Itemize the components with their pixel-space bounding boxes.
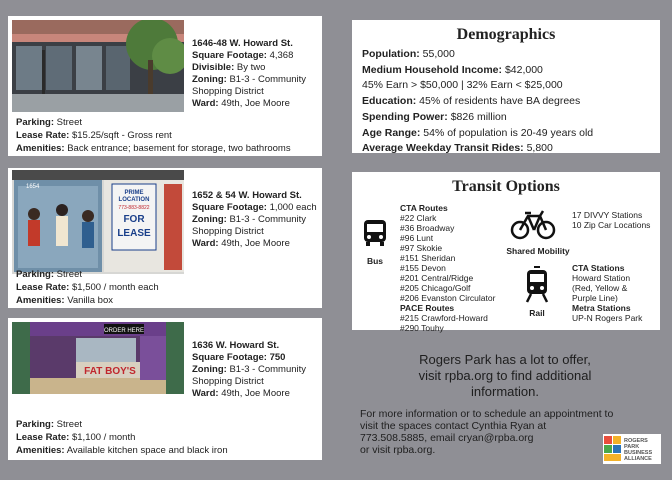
population: Population: 55,000 — [362, 48, 455, 60]
ward: Ward: 49th, Joe Moore — [192, 98, 290, 109]
listing-info-1 — [192, 38, 320, 110]
listing-address: 1652 & 54 W. Howard St. — [192, 190, 302, 201]
transit-panel — [352, 172, 660, 333]
listing-details-3 — [16, 418, 228, 457]
logo-line: PARK — [624, 444, 640, 450]
education: Education: 45% of residents have BA degrees — [362, 95, 581, 108]
listing-details-1 — [16, 116, 291, 155]
station-item: UP-N Rogers Park — [572, 313, 643, 323]
shared-mobility-label: Shared Mobility — [506, 246, 570, 256]
age-range: Age Range: 54% of population is 20-49 years old — [362, 126, 594, 139]
listing-info-2 — [192, 190, 320, 250]
route-item: #215 Crawford-Howard — [400, 313, 488, 323]
square-footage: Square Footage: 750 — [192, 352, 286, 363]
contact-line: visit the spaces contact Cynthia Ryan at — [360, 420, 547, 432]
listing-card-2 — [8, 168, 322, 308]
zoning: Zoning: B1-3 - Community Shopping District — [192, 74, 307, 97]
route-item: #22 Clark — [400, 213, 437, 223]
station-item: Howard Station — [572, 273, 631, 283]
storefront-number: 1654 — [26, 184, 40, 190]
shared-item: 10 Zip Car Locations — [572, 220, 651, 230]
route-item: #97 Skokie — [400, 243, 443, 253]
rail-label: Rail — [529, 308, 545, 318]
listing-address: 1636 W. Howard St. — [192, 340, 280, 351]
parking: Parking: Street — [16, 419, 83, 430]
ward: Ward: 49th, Joe Moore — [192, 238, 290, 249]
route-item: #205 Chicago/Golf — [400, 283, 471, 293]
route-item: #36 Broadway — [400, 223, 455, 233]
sign-line-5: LEASE — [117, 228, 151, 239]
amenities: Amenities: Available kitchen space and black iron — [16, 445, 228, 456]
logo-line: ALLIANCE — [624, 456, 652, 462]
listing-info-3 — [192, 340, 320, 400]
route-item: #155 Devon — [400, 263, 446, 273]
spending-power: Spending Power: $826 million — [362, 110, 507, 123]
lease-rate: Lease Rate: $1,100 / month — [16, 432, 136, 443]
shared-item: 17 DIVVY Stations — [572, 210, 643, 220]
lease-rate: Lease Rate: $15.25/sqft - Gross rent — [16, 130, 172, 141]
route-item: #96 Lunt — [400, 233, 434, 243]
sign-line-4: FOR — [123, 214, 145, 225]
bus-label: Bus — [366, 256, 384, 266]
listing-card-1 — [8, 16, 322, 156]
amenities: Amenities: Vanilla box — [16, 295, 113, 306]
ward: Ward: 49th, Joe Moore — [192, 388, 290, 399]
bicycle-icon — [510, 208, 556, 247]
zoning: Zoning: B1-3 - Community Shopping District — [192, 364, 307, 387]
contact-line: or visit rpba.org. — [360, 444, 436, 456]
bus-icon — [362, 218, 388, 253]
transit-title: Transit Options — [452, 178, 560, 195]
train-icon — [524, 266, 550, 309]
earn-line: 45% Earn > $50,000 | 32% Earn < $25,000 — [362, 79, 563, 92]
contact-line: 773.508.5885, email cryan@rpba.org — [360, 432, 534, 444]
route-item: #206 Evanston Circulator — [400, 293, 496, 303]
route-item: #201 Central/Ridge — [400, 273, 474, 283]
cta-stations-heading: CTA Stations — [572, 263, 625, 273]
storefront-photo-3 — [12, 322, 184, 394]
contact-line: For more information or to schedule an appointment to — [360, 408, 614, 420]
sign-line-1: PRIME — [124, 190, 144, 196]
parking: Parking: Street — [16, 269, 83, 280]
offer-line: Rogers Park has a lot to offer, — [419, 352, 591, 367]
shared-mobility-items — [572, 210, 650, 230]
station-item: (Red, Yellow & — [572, 283, 628, 293]
listing-address: 1646-48 W. Howard St. — [192, 38, 293, 49]
offer-line: visit rpba.org to find additional — [418, 368, 592, 383]
rpba-logo — [603, 434, 661, 464]
parking: Parking: Street — [16, 117, 83, 128]
route-item: #290 Touhy — [400, 323, 444, 333]
route-item: #151 Sheridan — [400, 253, 456, 263]
demographics-rows — [362, 47, 593, 157]
sign-line-2: LOCATION — [118, 197, 150, 203]
fatboys-sign: FAT BOY'S — [84, 366, 136, 377]
sign-line-3: 773-883-8822 — [118, 205, 150, 211]
demographics-panel — [352, 20, 660, 153]
storefront-photo-2 — [12, 170, 184, 274]
zoning: Zoning: B1-3 - Community Shopping District — [192, 214, 307, 237]
demographics-title: Demographics — [456, 26, 556, 43]
divisible: Divisible: By two — [192, 62, 266, 73]
household-income: Medium Household Income: $42,000 — [362, 63, 543, 76]
rail-stations — [572, 263, 642, 323]
offer-text — [370, 352, 640, 400]
pace-routes-heading: PACE Routes — [400, 303, 455, 313]
amenities: Amenities: Back entrance; basement for storage, two bathrooms — [16, 143, 291, 154]
cta-routes — [400, 203, 495, 333]
order-sign: ORDER HERE — [103, 328, 145, 334]
metra-stations-heading: Metra Stations — [572, 303, 631, 313]
station-item: Purple Line) — [572, 293, 618, 303]
logo-line: BUSINESS — [624, 450, 653, 456]
listing-card-3 — [8, 318, 322, 460]
transit-rides: Average Weekday Transit Rides: 5,800 — [362, 142, 553, 155]
storefront-photo-1 — [12, 20, 184, 112]
cta-routes-heading: CTA Routes — [400, 203, 448, 213]
offer-line: information. — [471, 384, 539, 399]
listing-details-2 — [16, 268, 159, 307]
logo-line: ROGERS — [624, 438, 648, 444]
square-footage: Square Footage: 1,000 each — [192, 202, 317, 213]
square-footage: Square Footage: 4,368 — [192, 50, 294, 61]
lease-rate: Lease Rate: $1,500 / month each — [16, 282, 159, 293]
